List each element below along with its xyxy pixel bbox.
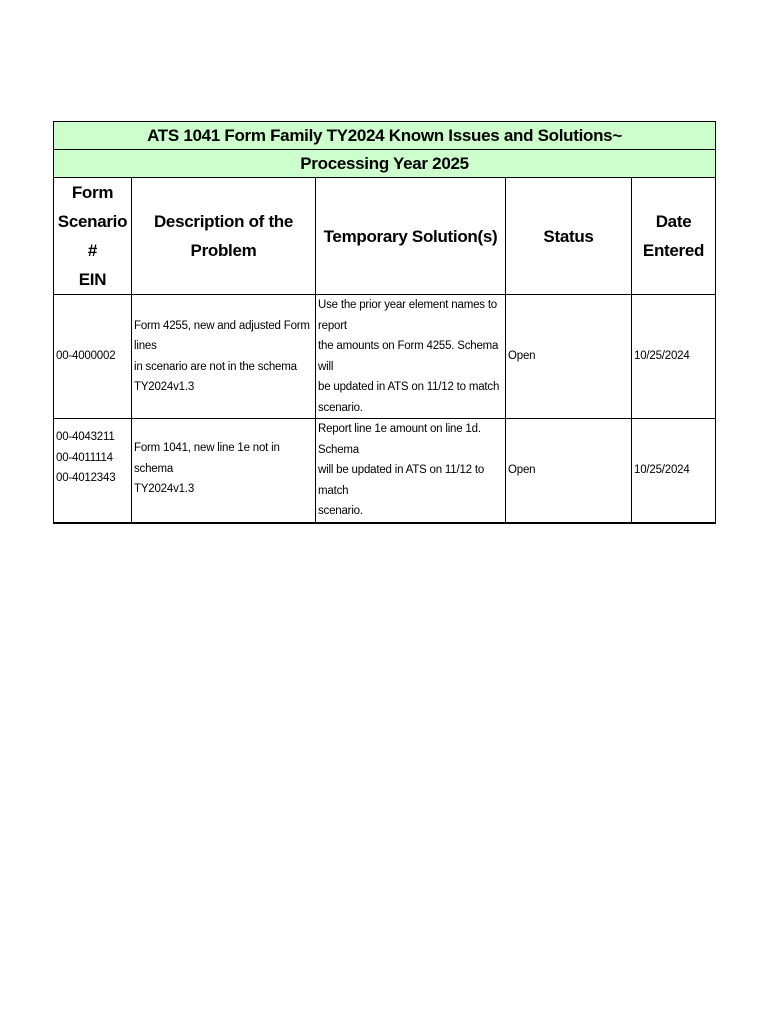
- solution-line: Report line 1e amount on line 1d. Schema: [318, 423, 481, 456]
- header-scenario-line: Form: [71, 183, 114, 202]
- header-scenario: [54, 178, 132, 295]
- header-scenario-line: Scenario #: [57, 212, 128, 260]
- header-date-line: Entered: [642, 241, 705, 260]
- scenario-id: 00-4011114: [56, 451, 113, 464]
- table-row: [54, 295, 716, 419]
- description-line: TY2024v1.3: [134, 483, 195, 495]
- subtitle-row: [54, 150, 716, 178]
- solution-line: scenario.: [318, 401, 363, 414]
- header-status: Status: [506, 178, 632, 295]
- scenario-id: 00-4012343: [56, 472, 116, 484]
- description-cell: [132, 295, 316, 419]
- title-row: [54, 122, 716, 150]
- scenario-id: 00-4000002: [56, 350, 116, 363]
- header-date-line: Date: [655, 212, 692, 231]
- status-cell: Open: [506, 419, 632, 523]
- solution-cell: [316, 295, 506, 419]
- solution-line: be updated in ATS on 11/12 to match: [318, 381, 500, 393]
- solution-line: scenario.: [318, 505, 363, 517]
- header-description: Description of the Problem: [132, 178, 316, 295]
- description-line: Form 4255, new and adjusted Form lines: [134, 319, 310, 352]
- description-line: in scenario are not in the schema: [134, 360, 297, 373]
- scenario-id: 00-4043211: [56, 431, 115, 443]
- description-line: Form 1041, new line 1e not in schema: [134, 442, 280, 475]
- header-row: [54, 178, 716, 295]
- scenario-cell: [54, 295, 132, 419]
- header-date: [632, 178, 716, 295]
- scenario-cell: [54, 419, 132, 523]
- table-title: ATS 1041 Form Family TY2024 Known Issues and Solutions~: [54, 122, 716, 150]
- description-line: TY2024v1.3: [134, 381, 195, 393]
- solution-cell: [316, 419, 506, 523]
- date-cell: 10/25/2024: [632, 295, 716, 419]
- solution-line: Use the prior year element names to report: [318, 299, 498, 332]
- header-solution: Temporary Solution(s): [316, 178, 506, 295]
- status-cell: Open: [506, 295, 632, 419]
- description-cell: [132, 419, 316, 523]
- table-row: [54, 419, 716, 523]
- known-issues-table: [53, 121, 716, 524]
- solution-line: the amounts on Form 4255. Schema will: [318, 340, 499, 373]
- table-subtitle: Processing Year 2025: [54, 150, 716, 178]
- solution-line: will be updated in ATS on 11/12 to match: [318, 464, 485, 497]
- header-scenario-line: EIN: [78, 270, 107, 289]
- date-cell: 10/25/2024: [632, 419, 716, 523]
